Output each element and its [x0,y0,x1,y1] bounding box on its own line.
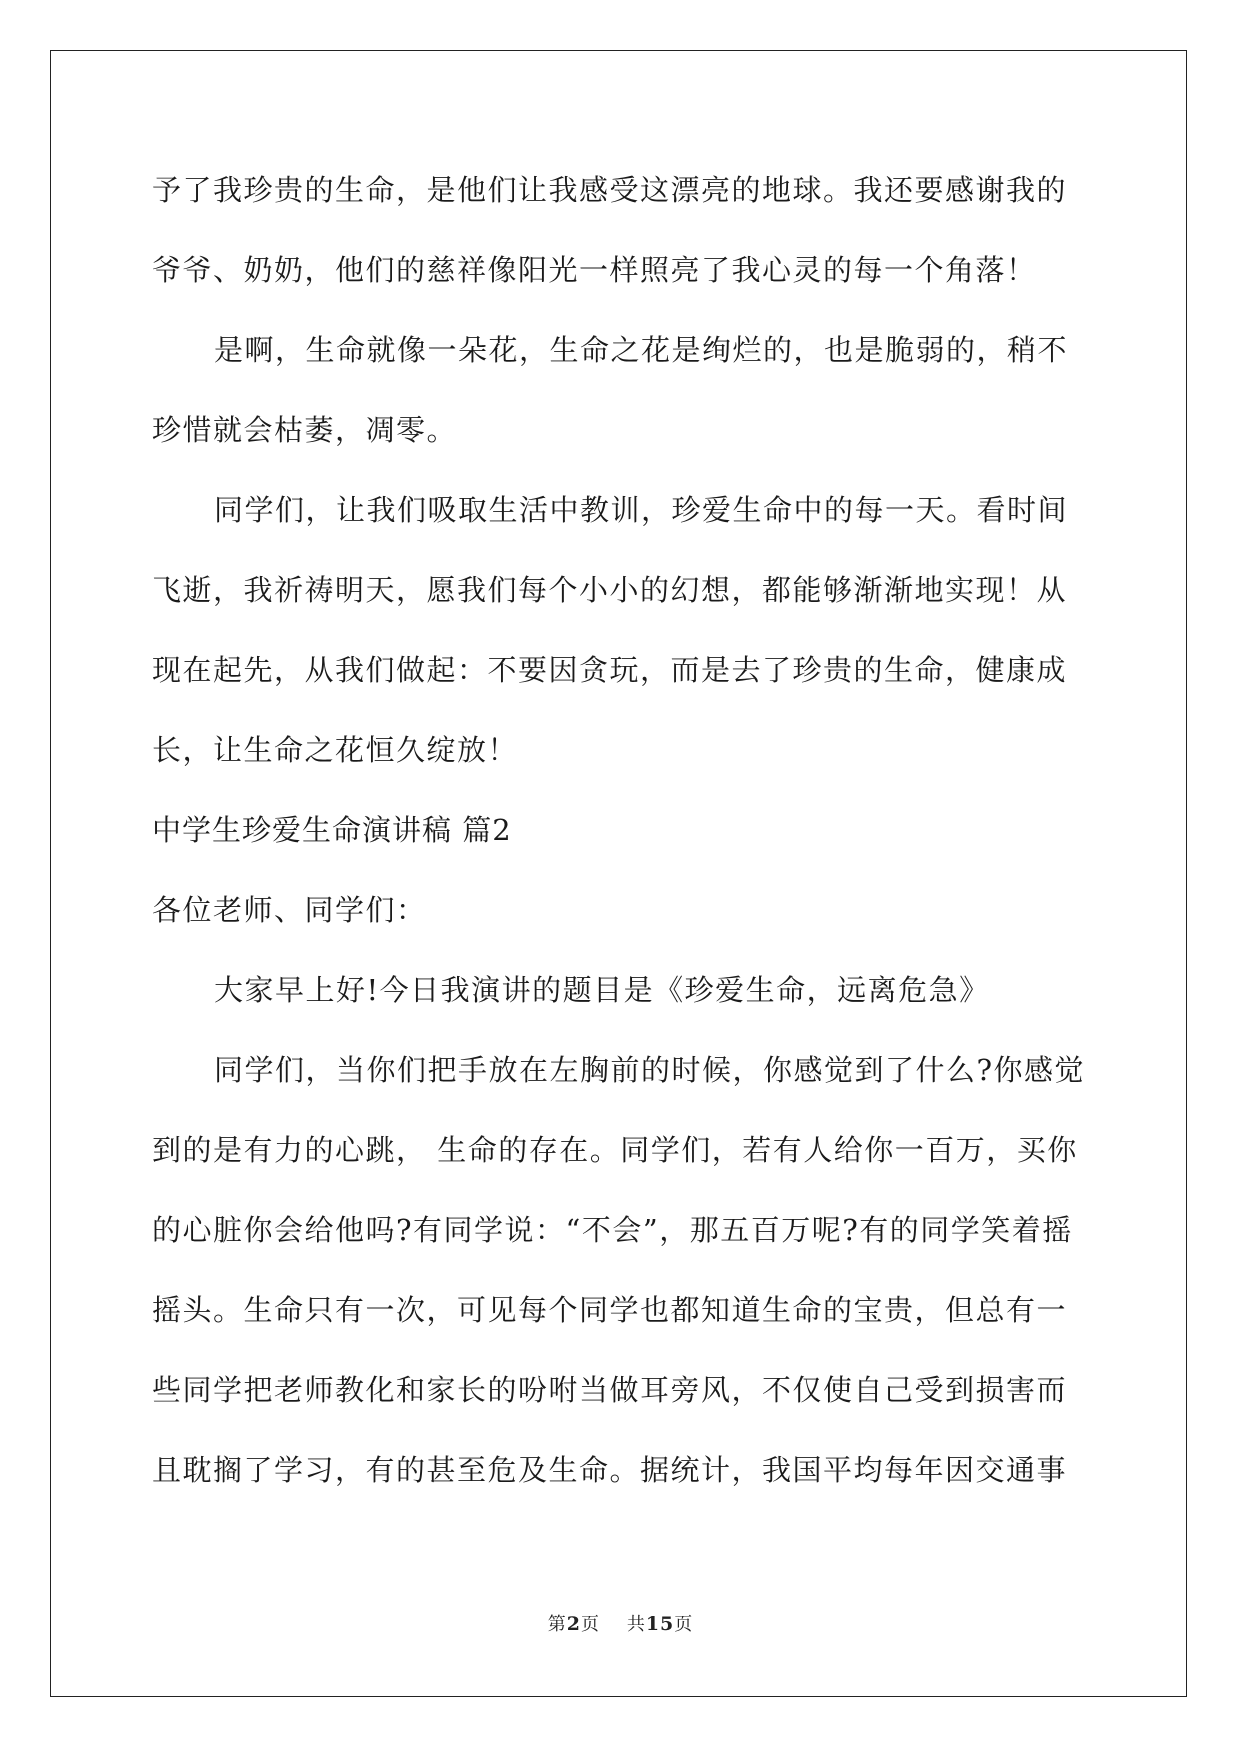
text-line: 爷爷、奶奶，他们的慈祥像阳光一样照亮了我心灵的每一个角落！ [152,253,1037,287]
text-line: 是啊，生命就像一朵花，生命之花是绚烂的，也是脆弱的，稍不 [214,333,1069,367]
text-line: 摇头。生命只有一次，可见每个同学也都知道生命的宝贵，但总有一 [152,1293,1068,1327]
text-line: 长，让生命之花恒久绽放！ [152,733,519,767]
document-body [152,150,1092,1510]
text-line: 同学们，让我们吸取生活中教训，珍爱生命中的每一天。看时间 [214,493,1069,527]
text-line: 到的是有力的心跳， 生命的存在。同学们，若有人给你一百万，买你 [152,1133,1078,1167]
text-line: 同学们，当你们把手放在左胸前的时候，你感觉到了什么?你感觉 [214,1053,1086,1087]
total-prefix: 共 [626,1614,646,1635]
text-line: 现在起先，从我们做起：不要因贪玩，而是去了珍贵的生命，健康成 [152,653,1068,687]
salutation: 各位老师、同学们： [152,893,427,927]
text-line: 且耽搁了学习，有的甚至危及生命。据统计，我国平均每年因交通事 [152,1453,1068,1487]
page-suffix: 页 [580,1614,600,1635]
total-suffix: 页 [674,1614,694,1635]
text-line: 珍惜就会枯萎，凋零。 [152,413,458,447]
page-prefix: 第 [547,1614,567,1635]
section-heading: 中学生珍爱生命演讲稿 篇2 [152,813,512,847]
total-pages: 15 [645,1613,675,1635]
text-line: 的心脏你会给他吗?有同学说：“不会”，那五百万呢?有的同学笑着摇 [152,1213,1073,1247]
page-number: 2 [566,1613,581,1635]
text-line: 飞逝，我祈祷明天，愿我们每个小小的幻想，都能够渐渐地实现！从 [152,573,1068,607]
page-footer [0,1610,1241,1636]
text-line: 些同学把老师教化和家长的吩咐当做耳旁风，不仅使自己受到损害而 [152,1373,1068,1407]
text-line: 大家早上好!今日我演讲的题目是《珍爱生命，远离危急》 [214,973,990,1007]
text-line: 予了我珍贵的生命，是他们让我感受这漂亮的地球。我还要感谢我的 [152,173,1068,207]
